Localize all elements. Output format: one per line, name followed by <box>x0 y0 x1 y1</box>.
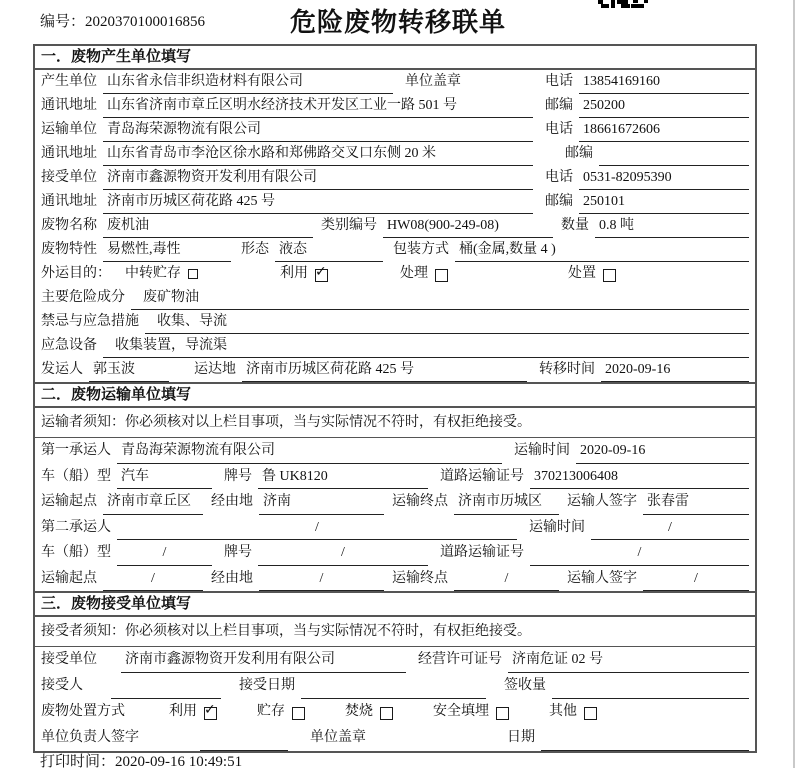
row-dispatch <box>35 358 755 382</box>
disposal-landfill-checkbox <box>496 707 509 720</box>
sign-date-label: 日期 <box>507 730 535 745</box>
form-table <box>33 44 757 753</box>
dispatcher-label: 发运人 <box>41 362 83 377</box>
row-disposal-method <box>35 699 755 725</box>
transport-phone-field: 18661672606 <box>579 118 749 142</box>
plate1-field: 鲁 UK8120 <box>258 464 428 490</box>
section2-heading: 二．废物运输单位填写 <box>35 382 755 408</box>
row-first-carrier <box>35 438 755 464</box>
row-producer-address <box>35 94 755 118</box>
dispatcher-name-field: 郭玉波 <box>89 358 169 382</box>
hazard-components-label: 主要危险成分 <box>41 290 125 305</box>
vehicle-type1-field: 汽车 <box>117 464 212 490</box>
row-emergency-equipment <box>35 334 755 358</box>
row-route2 <box>35 566 755 592</box>
row-transfer-purpose <box>35 262 755 286</box>
row-vehicle2 <box>35 540 755 566</box>
carrier-sign2-field: / <box>643 566 749 592</box>
waste-form-label: 形态 <box>241 242 269 257</box>
print-time-line <box>40 750 242 768</box>
print-time-value: 2020-09-16 10:49:51 <box>115 754 243 768</box>
accepting-company-label: 接受单位 <box>41 652 97 667</box>
road-license2-label: 道路运输证号 <box>440 545 524 560</box>
receiver-address-field: 济南市历城区荷花路 425 号 <box>103 190 533 214</box>
disposal-other-checkbox <box>584 707 597 720</box>
waste-form-field: 液态 <box>275 238 383 262</box>
plate2-label: 牌号 <box>224 545 252 560</box>
responsible-signature-field <box>200 725 288 751</box>
row-emergency-measures <box>35 310 755 334</box>
receiver-zip-label: 邮编 <box>545 194 573 209</box>
emergency-equipment-field: 收集装置，导流渠 <box>103 334 749 358</box>
accept-date-label: 接受日期 <box>239 678 295 693</box>
road-license2-field: / <box>530 540 749 566</box>
row-accept-person <box>35 673 755 699</box>
first-carrier-field: 青岛海荣源物流有限公司 <box>117 438 502 464</box>
producer-zip-field: 250200 <box>579 94 749 118</box>
serial-number: 2020370100016856 <box>85 14 206 30</box>
producer-phone-field: 13854169160 <box>579 70 749 94</box>
transport-company-field: 青岛海荣源物流有限公司 <box>103 118 533 142</box>
plate2-field: / <box>258 540 428 566</box>
serial-label: 编号： <box>40 14 86 30</box>
transfer-purpose-label: 外运目的： <box>41 266 111 281</box>
accept-date-field <box>301 673 486 699</box>
scan-edge-line <box>793 0 795 768</box>
origin1-label: 运输起点 <box>41 494 97 509</box>
utilize-checkbox <box>315 269 328 282</box>
second-carrier-field: / <box>117 515 517 541</box>
row-producer <box>35 70 755 94</box>
transport-company-label: 运输单位 <box>41 122 97 137</box>
storage-checkbox <box>188 269 198 279</box>
road-license1-field: 370213006408 <box>530 464 749 490</box>
unit-stamp-label: 单位盖章 <box>310 730 366 745</box>
waste-properties-field: 易燃性,毒性 <box>103 238 231 262</box>
transport-address-label: 通讯地址 <box>41 146 97 161</box>
row-hazard-components <box>35 286 755 310</box>
purpose-option-storage: 中转贮存 <box>125 262 198 286</box>
permit-field: 济南危证 02 号 <box>508 647 749 673</box>
transport-time1-label: 运输时间 <box>514 443 570 458</box>
print-time-label: 打印时间： <box>40 754 116 768</box>
destination-label: 运达地 <box>194 362 236 377</box>
via1-field: 济南 <box>259 489 384 515</box>
terminal1-label: 运输终点 <box>392 494 448 509</box>
treat-checkbox <box>435 269 448 282</box>
via1-label: 经由地 <box>211 494 253 509</box>
road-license1-label: 道路运输证号 <box>440 468 524 484</box>
section1-heading: 一．废物产生单位填写 <box>35 46 755 70</box>
transport-zip-field <box>599 142 749 166</box>
waste-properties-label: 废物特性 <box>41 242 97 257</box>
emergency-equipment-label: 应急设备 <box>41 338 97 353</box>
dispose-checkbox <box>603 269 616 282</box>
receiver-zip-field: 250101 <box>579 190 749 214</box>
responsible-signature-label: 单位负责人签字 <box>41 730 139 745</box>
waste-name-label: 废物名称 <box>41 218 97 233</box>
stamp-label: 单位盖章 <box>405 74 461 89</box>
transporter-notice: 运输者须知：你必须核对以上栏目事项，当与实际情况不符时，有权拒绝接受。 <box>35 408 755 438</box>
via2-label: 经由地 <box>211 570 253 586</box>
waste-name-field: 废机油 <box>103 214 313 238</box>
purpose-option-treat: 处理 <box>400 262 448 286</box>
receiver-phone-label: 电话 <box>545 170 573 185</box>
disposal-option-store: 贮存 <box>257 699 305 725</box>
disposal-method-label: 废物处置方式 <box>41 704 125 719</box>
origin2-label: 运输起点 <box>41 570 97 586</box>
second-carrier-label: 第二承运人 <box>41 519 111 535</box>
producer-address-label: 通讯地址 <box>41 98 97 113</box>
transport-zip-label: 邮编 <box>565 146 593 161</box>
row-receiver-company <box>35 166 755 190</box>
transfer-time-label: 转移时间 <box>539 362 595 377</box>
transfer-time-field: 2020-09-16 <box>601 358 749 382</box>
disposal-option-landfill: 安全填埋 <box>433 699 509 725</box>
vehicle-type2-field: / <box>117 540 212 566</box>
receiver-company-label: 接受单位 <box>41 170 97 185</box>
hazard-components-field: 废矿物油 <box>131 286 749 310</box>
via2-field: / <box>259 566 384 592</box>
plate1-label: 牌号 <box>224 468 252 484</box>
producer-address-field: 山东省济南市章丘区明水经济技术开发区工业一路 501 号 <box>103 94 533 118</box>
row-responsible-signature <box>35 725 755 751</box>
accept-person-label: 接受人 <box>41 678 83 693</box>
section3-heading: 三．废物接受单位填写 <box>35 591 755 617</box>
disposal-option-utilize: 利用 ✓ <box>169 699 217 725</box>
carrier-sign2-label: 运输人签字 <box>567 570 637 586</box>
section1-body <box>35 70 755 382</box>
receiver-phone-field: 0531-82095390 <box>579 166 749 190</box>
emergency-measures-label: 禁忌与应急措施 <box>41 314 139 329</box>
receiver-address-label: 通讯地址 <box>41 194 97 209</box>
waste-qty-field: 0.8 吨 <box>595 214 749 238</box>
row-waste-name <box>35 214 755 238</box>
section3-body <box>35 647 755 751</box>
received-qty-label: 签收量 <box>504 678 546 693</box>
first-carrier-label: 第一承运人 <box>41 443 111 458</box>
terminal2-field: / <box>454 566 559 592</box>
receiver-notice: 接受者须知：你必须核对以上栏目事项，当与实际情况不符时，有权拒绝接受。 <box>35 617 755 647</box>
row-vehicle1 <box>35 464 755 490</box>
origin2-field: / <box>103 566 203 592</box>
disposal-option-other: 其他 <box>549 699 597 725</box>
accept-person-field <box>111 673 221 699</box>
row-second-carrier <box>35 515 755 541</box>
waste-code-label: 类别编号 <box>321 218 377 233</box>
terminal1-field: 济南市历城区 <box>454 489 559 515</box>
waste-code-field: HW08(900-249-08) <box>383 214 553 238</box>
purpose-option-dispose: 处置 <box>568 262 616 286</box>
disposal-incinerate-checkbox <box>380 707 393 720</box>
purpose-option-utilize: 利用 ✓ <box>280 262 328 286</box>
waste-qty-label: 数量 <box>561 218 589 233</box>
row-waste-properties <box>35 238 755 262</box>
transport-address-field: 山东省青岛市李沧区徐水路和郑佛路交叉口东侧 20 米 <box>103 142 533 166</box>
vehicle-type2-label: 车（船）型 <box>41 545 111 560</box>
terminal2-label: 运输终点 <box>392 570 448 586</box>
row-route1 <box>35 489 755 515</box>
row-transport-address <box>35 142 755 166</box>
producer-name-field: 山东省永信非织造材料有限公司 <box>103 70 393 94</box>
packaging-label: 包装方式 <box>393 242 449 257</box>
accepting-company-field: 济南市鑫源物资开发利用有限公司 <box>121 647 406 673</box>
packaging-field: 桶(金属,数量 4 ) <box>455 238 749 262</box>
destination-field: 济南市历城区荷花路 425 号 <box>242 358 527 382</box>
disposal-option-incinerate: 焚烧 <box>345 699 393 725</box>
origin1-field: 济南市章丘区 <box>103 489 203 515</box>
disposal-utilize-checkbox <box>204 707 217 720</box>
producer-phone-label: 电话 <box>545 74 573 89</box>
transport-time1-field: 2020-09-16 <box>576 438 749 464</box>
receiver-company-field: 济南市鑫源物资开发利用有限公司 <box>103 166 533 190</box>
transport-time2-label: 运输时间 <box>529 519 585 535</box>
sign-date-field <box>541 725 749 751</box>
transport-phone-label: 电话 <box>545 122 573 137</box>
carrier-sign1-field: 张春雷 <box>643 489 749 515</box>
permit-label: 经营许可证号 <box>418 652 502 667</box>
carrier-sign1-label: 运输人签字 <box>567 494 637 509</box>
received-qty-field <box>552 673 749 699</box>
disposal-store-checkbox <box>292 707 305 720</box>
page-title: 危险废物转移联单 <box>289 7 506 37</box>
section2-body <box>35 438 755 591</box>
producer-zip-label: 邮编 <box>545 98 573 113</box>
row-transport-company <box>35 118 755 142</box>
producer-label: 产生单位 <box>41 74 97 89</box>
vehicle-type1-label: 车（船）型 <box>41 468 111 484</box>
emergency-measures-field: 收集、导流 <box>145 310 749 334</box>
row-receiver-address <box>35 190 755 214</box>
transport-time2-field: / <box>591 515 749 541</box>
row-accepting-company <box>35 647 755 673</box>
